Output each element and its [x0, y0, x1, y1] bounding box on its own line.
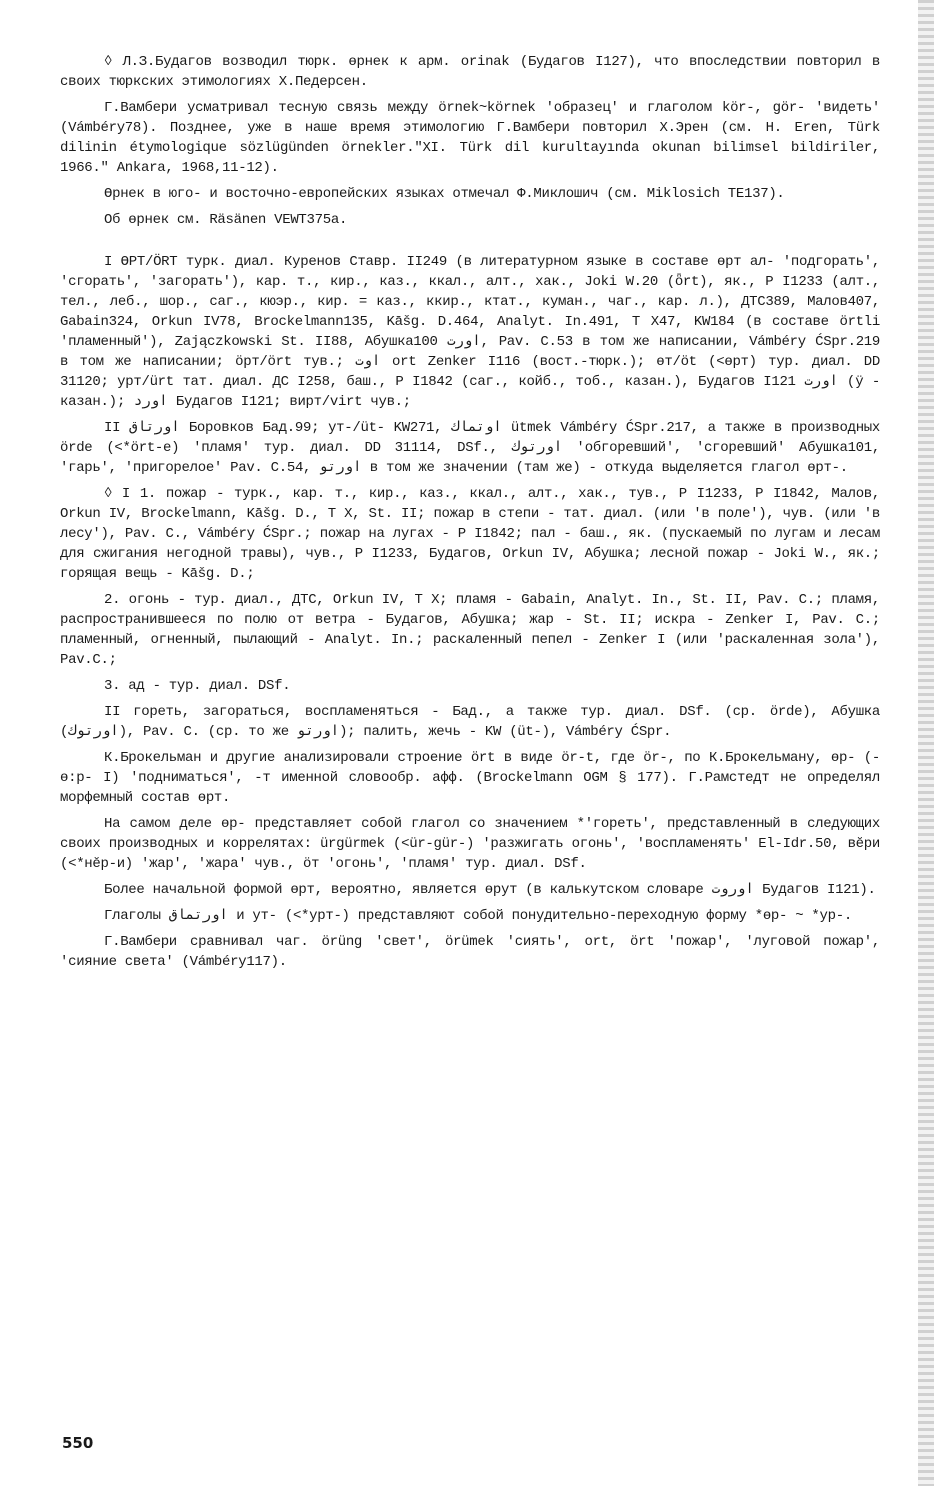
- paragraph-budagov-etymology: ◊ Л.З.Будагов возводил тюрк. ɵрнек к арм. orinak (Будагов I127), что впоследствии повторил в своих тюркских этимологиях Х.Педерсен.: [60, 54, 880, 90]
- paragraph-miklosich: Ɵрнек в юго- и восточно-европейских языках отмечал Ф.Миклошич (см. Miklosich TE137).: [104, 186, 785, 202]
- paragraph-rasanen: Об ɵрнек см. Räsänen VEWT375a.: [104, 212, 348, 228]
- paragraph-initial-form: Более начальной формой ɵрт, вероятно, является ɵрут (в калькутском словаре اوروت Будагов I121).: [104, 882, 876, 898]
- paragraph-vambery-comparison: Г.Вамбери сравнивал чаг. örüng 'свет', örümek 'сиять', ort, ört 'пожар', 'луговой пожар', 'сияние света' (Vámbéry117).: [60, 934, 880, 970]
- page-text: [60, 52, 880, 978]
- page-number: 550: [62, 1434, 94, 1452]
- paragraph-causative-form: Глаголы اورتماق и ут- (<*урт-) представляют собой понудительно-переходную форму *ɵр- ~ *ур-.: [104, 908, 852, 924]
- entry-ort-verb-forms: II اورتاق Боровков Бад.99; ут-/üt- KW271, اوتماك ütmek Vámbéry ĆSpr.217, а также в производных örde (<*ört-e) 'пламя' тур. диал. DD 31114, DSf., اورتوك 'обгоревший', 'сгоревший' Абушка101, 'гарь', 'пригорелое' Pav. C.54, اورتو в том же значении (там же) - откуда выделяется глагол ɵрт-.: [60, 420, 881, 476]
- paragraph-verb-burn-derivatives: На самом деле ɵр- представляет собой глагол со значением *'гореть', представленный в следующих своих производных и коррелятах: ürgürmek (<ür-gür-) 'разжигать огонь', 'воспламенять' El-Idr.50, вӗри (<*нӗр-и) 'жар', 'жара' чув., öт 'огонь', 'пламя' тур. диал. DSf.: [60, 816, 880, 872]
- entry-meaning-fire: ◊ I 1. пожар - турк., кар. т., кир., каз., ккал., алт., хак., тув., Р I1233, Р I1842, Малов, Orkun IV, Brockelmann, Kāšg. D., Т X, St. II; пожар в степи - тат. диал. (или 'в поле'), чув. (или 'в лесу'), Pav. C., Vámbéry ĆSpr.; пожар на лугах - Р I1842; пал - баш., як. (пускаемый по лугам и лесам для сжигания негодной травы), чув., Р I1233, Будагов, Orkun IV, Абушка; лесной пожар - Joki W., як.; горящая вещь - Kāšg. D.;: [60, 486, 880, 582]
- paragraph-vambery-etymology: Г.Вамбери усматривал тесную связь между örnek~körnek 'образец' и глаголом kör-, gör- 'видеть' (Vámbéry78). Позднее, уже в наше время этимологию Г.Вамбери повторил Х.Эрен (см. H. Eren, Türk dilinin étymologique sözlügünden örnekler."XI. Türk dil kurultayında okunan bilimsel bildiriler, 1966." Ankara, 1968,11-12).: [60, 100, 880, 176]
- section-gap: [60, 236, 880, 252]
- entry-ort-forms: I ƟРТ/ÖRT турк. диал. Куренов Ставр. II249 (в литературном языке в составе ɵрт ал- 'подгорать', 'сгорать', 'загорать'), кар. т., кир., каз., ккал., алт., хак., Joki W.20 (ȫrt), як., Р I1233 (алт., тел., леб., шор., саг., кюэр., кир. = каз., ккир., ктат., куман., чаг., кар. л.), ДТС389, Малов407, Gabain324, Orkun IV78, Brockelmann135, Kāšg. D.464, Analyt. In.491, Т X47, KW184 (в составе örtli 'пламенный'), Zajączkowski St. II88, Абушка100 اورت, Pav. C.53 в том же написании, Vámbéry ĆSpr.219 в том же написании; ӧрт/ӧrt тув.; اوت ort Zenker I116 (вост.-тюрк.); ɵт/ӧt (<ɵрт) тур. диал. DD 31120; урт/ürt тат. диал. ДС I258, баш., Р I1842 (саг., койб., тоб., казан.), Будагов I121 اورت (ӱ - казан.); اورد Будагов I121; вирт/virt чув.;: [60, 254, 880, 410]
- paragraph-brockelmann-analysis: К.Брокельман и другие анализировали строение ört в виде ör-t, где ör-, по К.Брокельману, ɵр- (- ɵ:р- I) 'подниматься', -т именной словообр. афф. (Brockelmann OGM § 177). Г.Рамстедт не определял морфемный состав ɵрт.: [60, 750, 880, 806]
- entry-meaning-flame: 2. огонь - тур. диал., ДТС, Orkun IV, Т X; пламя - Gabain, Analyt. In., St. II, Pav. C.; пламя, распространившееся по полю от ветра - Будагов, Абушка; жар - St. II; искра - Zenker I, Pav. C.; пламенный, огненный, пылающий - Analyt. In.; раскаленный пепел - Zenker I (или 'раскаленная зола'), Pav.C.;: [60, 592, 880, 668]
- page-edge-scan-artifact: [918, 0, 934, 1486]
- entry-meaning-burn: II гореть, загораться, воспламеняться - Бад., а также тур. диал. DSf. (ср. örde), Абушка (اورتوك), Pav. C. (ср. то же اورتو); палить, жечь - KW (üt-), Vámbéry ĆSpr.: [60, 704, 880, 740]
- entry-meaning-hell: 3. ад - тур. диал. DSf.: [104, 678, 291, 694]
